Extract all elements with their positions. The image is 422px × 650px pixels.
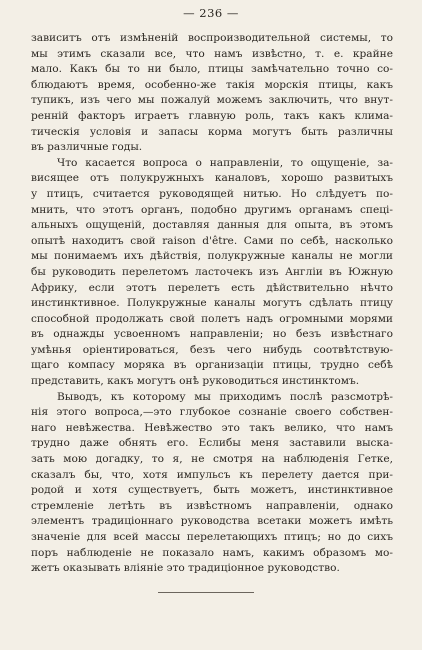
paragraph <box>31 31 393 156</box>
text-line: зать мою догадку, то я, не смотря на наблюденія Гетке, <box>31 453 393 466</box>
text-line: мы понимаемъ ихъ дѣйствія, полукружные каналы не могли <box>31 250 393 263</box>
text-line: въ различные годы. <box>31 141 143 154</box>
text-line: тупикъ, изъ чего мы пожалуй можемъ заключить, что внут- <box>31 94 393 107</box>
text-line: опытѣ находитъ свой raison d'être. Сами по себѣ, насколько <box>31 234 393 247</box>
text-line: Африку, если этотъ перелетъ есть дѣйствительно нѣчто <box>31 281 393 294</box>
page-number: — 236 — <box>183 6 239 20</box>
text-line: наго невѣжества. Невѣжество это такъ велико, что намъ <box>31 421 393 434</box>
text-line: представить, какъ могутъ онѣ руководиться инстинктомъ. <box>31 375 360 388</box>
text-line: тическія условія и запасы корма могутъ быть различны <box>31 125 393 138</box>
text-line: щаго компасу моряка въ организаціи птицы, трудно себѣ <box>31 359 393 372</box>
text-line: элементъ традиціоннаго руководства всетаки можетъ имѣть <box>31 515 393 528</box>
text-line: умѣнья оріентироваться, безъ чего нибудь соотвѣтствую- <box>31 343 393 356</box>
text-line: мало. Какъ бы то ни было, птицы замѣчательно точно со- <box>31 63 393 76</box>
text-line: сказалъ бы, что, хотя импульсъ къ перелету дается при- <box>31 468 393 481</box>
section-end-rule <box>158 592 254 593</box>
text-line: поръ наблюденіе не показало намъ, какимъ образомъ мо- <box>31 546 393 559</box>
text-line: ренній факторъ играетъ главную роль, такъ какъ клима- <box>31 109 393 122</box>
text-line: мнить, что этотъ органъ, подобно другимъ органамъ спеці- <box>31 203 393 216</box>
body-text <box>31 31 393 577</box>
text-line: родой и хотя существуетъ, быть можетъ, инстинктивное <box>31 484 393 497</box>
text-line: у птицъ, считается руководящей нитью. Но слѣдуетъ по- <box>31 187 393 200</box>
text-line: висящее отъ полукружныхъ каналовъ, хорошо развитыхъ <box>31 172 393 185</box>
text-line: зависитъ отъ измѣненій воспроизводительной системы, то <box>31 32 393 44</box>
text-line: въ однажды усвоенномъ направленіи; но безъ извѣстнаго <box>31 328 393 341</box>
text-line: альныхъ ощущеній, доставляя данныя для опыта, въ этомъ <box>31 219 393 232</box>
paragraph <box>31 390 393 577</box>
text-line: трудно даже обнять его. Еслибы меня заставили выска- <box>31 437 393 450</box>
text-line: блюдаютъ время, особенно-же такія морскія птицы, какъ <box>31 78 393 91</box>
text-line: стремленіе летѣть въ извѣстномъ направленіи, однако <box>31 499 393 512</box>
text-line: значеніе для всей массы перелетающихъ птицъ; но до сихъ <box>31 531 393 543</box>
text-line: Что касается вопроса о направленіи, то ощущеніе, за- <box>57 156 393 169</box>
paragraph <box>31 156 393 390</box>
text-line: мы этимъ сказали все, что намъ извѣстно, т. е. крайне <box>31 47 393 60</box>
text-line: бы руководить перелетомъ ласточекъ изъ Англіи въ Южную <box>31 265 393 278</box>
text-line: жетъ оказывать вліяніе это традиціонное руководство. <box>31 562 340 575</box>
text-line: нія этого вопроса,—это глубокое сознаніе своего собствен- <box>31 406 393 419</box>
text-line: способной продолжать свой полетъ надъ огромными морями <box>31 312 393 325</box>
text-line: инстинктивное. Полукружные каналы могутъ сдѣлать птицу <box>31 297 393 310</box>
text-line: Выводъ, къ которому мы приходимъ послѣ разсмотрѣ- <box>57 390 393 403</box>
